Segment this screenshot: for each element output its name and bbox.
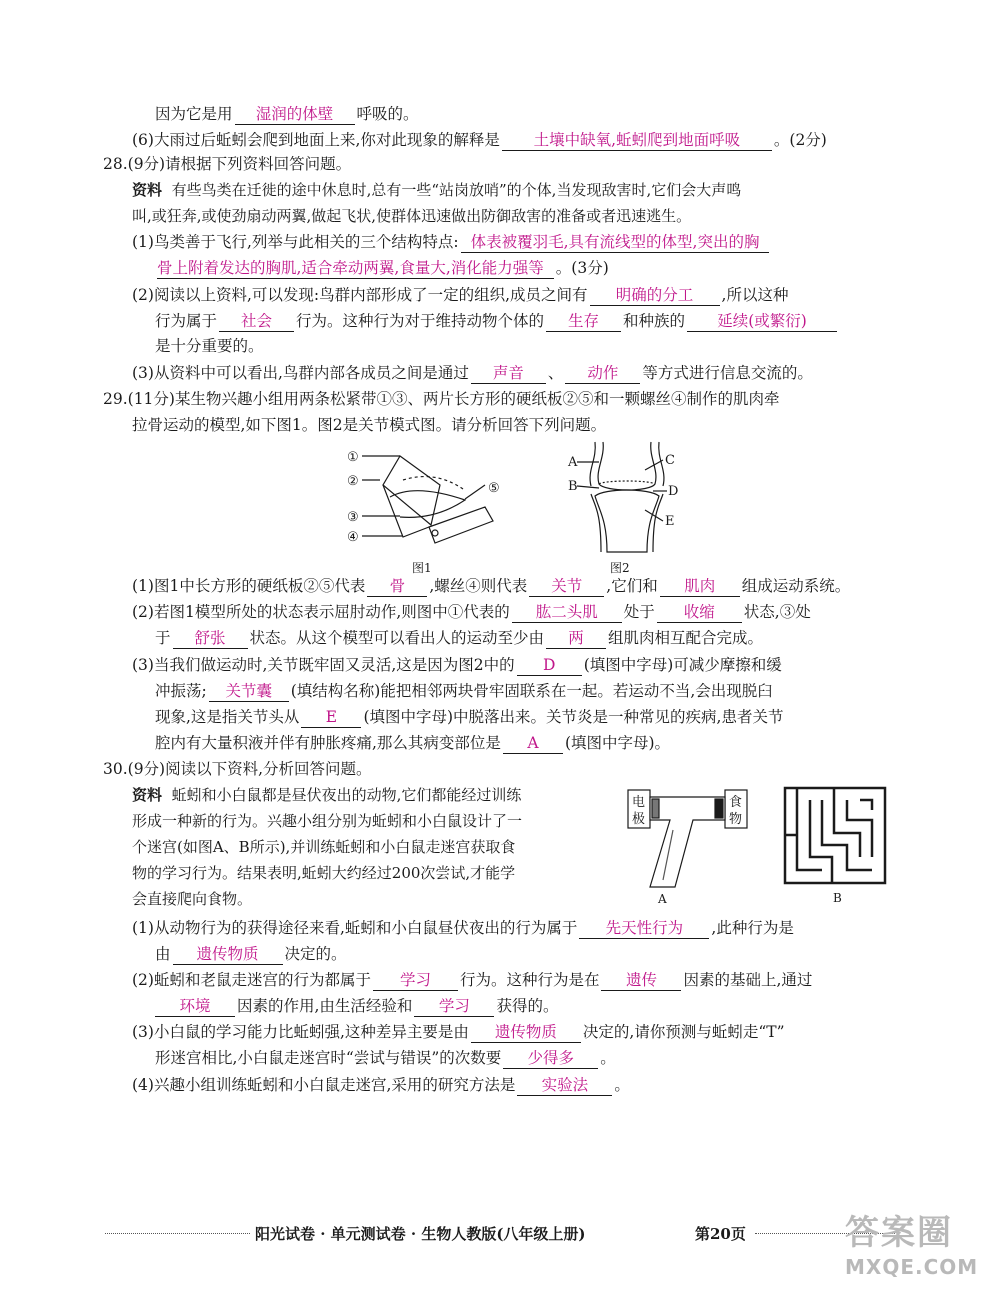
text: 蚯蚓和小白鼠都是昼伏夜出的动物,它们都能经过训练	[171, 786, 522, 804]
q28-2-line-1	[132, 284, 788, 306]
answer-blank: 体表被覆羽毛,具有流线型的体型,突出的胸	[461, 232, 770, 253]
label-1: ①	[347, 450, 359, 465]
text: (1)从动物行为的获得途径来看,蚯蚓和小白鼠昼伏夜出的行为属于	[132, 919, 578, 937]
food-label-2: 物	[729, 812, 743, 827]
page-number: 第20页	[695, 1225, 746, 1243]
figure-2-joint-diagram	[565, 440, 695, 575]
text: (填图中字母)可减少摩擦和缓	[583, 656, 782, 674]
text: (6)大雨过后蚯蚓会爬到地面上来,你对此现象的解释是	[132, 131, 500, 149]
label-C: C	[665, 453, 675, 468]
answer-blank: 骨	[367, 576, 427, 597]
text: 决定的,请你预测与蚯蚓走“T”	[582, 1023, 785, 1041]
q30-material-5: 会直接爬向食物。	[132, 890, 253, 908]
q28-material-1	[132, 179, 741, 201]
text: 和种族的	[623, 312, 686, 330]
label-2: ②	[347, 474, 359, 489]
q27-line-1	[155, 103, 419, 125]
answer-blank: 关节囊	[209, 681, 289, 702]
answer-blank: 生存	[546, 311, 621, 332]
q30-1-line-1	[132, 917, 794, 939]
figure-1-caption: 图1	[412, 561, 432, 575]
text: (3)小白鼠的学习能力比蚯蚓强,这种差异主要是由	[132, 1023, 469, 1041]
q30-4-line	[132, 1074, 630, 1096]
watermark-logo: 答案圈	[845, 1213, 953, 1253]
text: 由	[155, 945, 171, 963]
figure-a-caption: A	[658, 892, 667, 905]
text: 腔内有大量积液并伴有肿胀疼痛,那么其病变部位是	[155, 734, 501, 752]
text: ,所以这种	[721, 286, 789, 304]
answer-blank: 关节	[529, 576, 604, 597]
text: (1)鸟类善于飞行,列举与此相关的三个结构特点:	[132, 233, 459, 251]
q29-3-line-3	[155, 706, 783, 728]
answer-blank: 骨上附着发达的胸肌,适合牵动两翼,食量大,消化能力强等	[157, 258, 554, 279]
text: 于	[155, 629, 171, 647]
text: (2)阅读以上资料,可以发现:鸟群内部形成了一定的组织,成员之间有	[132, 286, 588, 304]
text: (3)当我们做运动时,关节既牢固又灵活,这是因为图2中的	[132, 656, 515, 674]
electrode-label-1: 电	[632, 795, 646, 810]
watermark-url: MXQE.COM	[845, 1255, 979, 1279]
text: ,螺丝④则代表	[429, 577, 528, 595]
footer-title: 阳光试卷 · 单元测试卷 · 生物人教版(八年级上册)	[255, 1225, 586, 1243]
answer-blank: 先天性行为	[579, 918, 709, 939]
answer-blank: 实验法	[517, 1075, 612, 1096]
figure-b-caption: B	[833, 891, 842, 905]
answer-blank: D	[517, 655, 582, 676]
text: (填图中字母)中脱落出来。关节炎是一种常见的疾病,患者关节	[363, 708, 784, 726]
q28-1-line-2	[155, 257, 609, 279]
text: 组成运动系统。	[741, 577, 851, 595]
q30-2-line-2	[155, 995, 558, 1017]
text: 行为。这种行为是在	[459, 971, 600, 989]
text: 组肌肉相互配合完成。	[608, 629, 764, 647]
text: 因为它是用	[155, 105, 233, 123]
q27-line-2	[132, 129, 827, 151]
answer-blank: 两	[546, 628, 606, 649]
answer-blank: 收缩	[657, 602, 742, 623]
answer-blank: 舒张	[173, 628, 248, 649]
text: 现象,这是指关节头从	[155, 708, 300, 726]
q30-material-2: 形成一种新的行为。兴趣小组分别为蚯蚓和小白鼠设计了一	[132, 812, 523, 830]
q30-3-line-1	[132, 1021, 785, 1043]
text: 状态,③处	[743, 603, 811, 621]
text: 状态。从这个模型可以看出人的运动至少由	[249, 629, 545, 647]
answer-blank: E	[301, 707, 361, 728]
answer-blank: 学习	[414, 996, 494, 1017]
q28-material-2: 叫,或狂奔,或使劲扇动两翼,做起飞状,使群体迅速做出防御敌害的准备或者迅速逃生。	[132, 207, 692, 225]
text: 因素的基础上,通过	[683, 971, 813, 989]
figure-a-t-maze	[625, 785, 765, 905]
text: 等方式进行信息交流的。	[642, 364, 813, 382]
q28-2-line-3: 是十分重要的。	[155, 337, 264, 355]
text: 。	[600, 1049, 616, 1067]
answer-blank: 遗传	[601, 970, 681, 991]
q28-1-line-1	[132, 231, 771, 253]
q29-1-line	[132, 575, 850, 597]
q29-3-line-1	[132, 654, 782, 676]
text: 行为。这种行为对于维持动物个体的	[296, 312, 545, 330]
label-3: ③	[347, 510, 359, 525]
text: ,它们和	[606, 577, 658, 595]
text: 因素的作用,由生活经验和	[237, 997, 413, 1015]
answer-blank: 土壤中缺氧,蚯蚓爬到地面呼吸	[502, 130, 772, 151]
page-footer	[105, 1223, 895, 1245]
q30-1-line-2	[155, 943, 347, 965]
answer-blank: 肱二头肌	[512, 602, 622, 623]
text: 处于	[623, 603, 655, 621]
text: ,此种行为是	[711, 919, 794, 937]
answer-blank: 遗传物质	[173, 944, 283, 965]
text: 决定的。	[284, 945, 347, 963]
q30-heading: 30.(9分)阅读以下资料,分析回答问题。	[103, 760, 372, 778]
answer-blank: 湿润的体壁	[235, 104, 355, 125]
answer-blank: 少得多	[503, 1048, 598, 1069]
q29-heading-2: 拉骨运动的模型,如下图1。图2是关节模式图。请分析回答下列问题。	[132, 416, 607, 434]
text: (3)从资料中可以看出,鸟群内部各成员之间是通过	[132, 364, 469, 382]
answer-blank: 延续(或繁衍)	[687, 311, 837, 332]
text: 形迷宫相比,小白鼠走迷宫时“尝试与错误”的次数要	[155, 1049, 502, 1067]
q30-material-1	[132, 784, 521, 806]
figure-1-muscle-model	[345, 445, 525, 575]
text: 。(2分)	[773, 131, 827, 149]
footer-dots-left	[105, 1233, 250, 1234]
text: (填结构名称)能把相邻两块骨牢固联系在一起。若运动不当,会出现脱臼	[290, 682, 773, 700]
text: (2)若图1模型所处的状态表示屈肘动作,则图中①代表的	[132, 603, 510, 621]
q30-2-line-1	[132, 969, 812, 991]
electrode-label-2: 极	[632, 812, 646, 827]
text: (填图中字母)。	[564, 734, 671, 752]
q29-3-line-2	[155, 680, 773, 702]
q28-2-line-2	[155, 310, 839, 332]
text: 获得的。	[496, 997, 559, 1015]
text: 、	[547, 364, 564, 382]
q29-2-line-1	[132, 601, 811, 623]
q28-heading: 28.(9分)请根据下列资料回答问题。	[103, 155, 352, 173]
answer-blank: 社会	[219, 311, 294, 332]
material-tag: 资料	[132, 786, 163, 804]
answer-blank: 学习	[373, 970, 458, 991]
label-B: B	[568, 479, 578, 494]
answer-blank: 声音	[471, 363, 546, 384]
q29-3-line-4	[155, 732, 670, 754]
answer-blank: A	[503, 733, 563, 754]
text: 。(3分)	[555, 259, 609, 277]
q29-2-line-2	[155, 627, 763, 649]
food-label-1: 食	[729, 795, 743, 810]
text: 有些鸟类在迁徙的途中休息时,总有一些“站岗放哨”的个体,当发现敌害时,它们会大声鸣	[171, 181, 742, 199]
text: 呼吸的。	[356, 105, 419, 123]
q28-3-line	[132, 362, 813, 384]
answer-blank: 遗传物质	[471, 1022, 581, 1043]
q29-heading: 29.(11分)某生物兴趣小组用两条松紧带①③、两片长方形的硬纸板②⑤和一颗螺丝④制作的肌肉牵	[103, 390, 780, 408]
text: (1)图1中长方形的硬纸板②⑤代表	[132, 577, 366, 595]
label-E: E	[665, 514, 675, 529]
label-4: ④	[347, 530, 359, 545]
answer-blank: 明确的分工	[590, 285, 720, 306]
text: 。	[614, 1076, 630, 1094]
text: (2)蚯蚓和老鼠走迷宫的行为都属于	[132, 971, 371, 989]
text: (4)兴趣小组训练蚯蚓和小白鼠走迷宫,采用的研究方法是	[132, 1076, 516, 1094]
figure-b-maze	[782, 785, 892, 905]
text: 行为属于	[155, 312, 218, 330]
label-A: A	[568, 455, 578, 470]
material-tag: 资料	[132, 181, 163, 199]
answer-blank: 肌肉	[660, 576, 740, 597]
label-5: ⑤	[488, 481, 500, 496]
q30-3-line-2	[155, 1047, 616, 1069]
answer-blank: 环境	[155, 996, 235, 1017]
q30-material-3: 个迷宫(如图A、B所示),并训练蚯蚓和小白鼠走迷宫获取食	[132, 838, 516, 856]
label-D: D	[668, 484, 679, 499]
figure-2-caption: 图2	[610, 561, 630, 575]
text: 冲振荡;	[155, 682, 207, 700]
q30-material-4: 物的学习行为。结果表明,蚯蚓大约经过200次尝试,才能学	[132, 864, 516, 882]
answer-blank: 动作	[565, 363, 640, 384]
